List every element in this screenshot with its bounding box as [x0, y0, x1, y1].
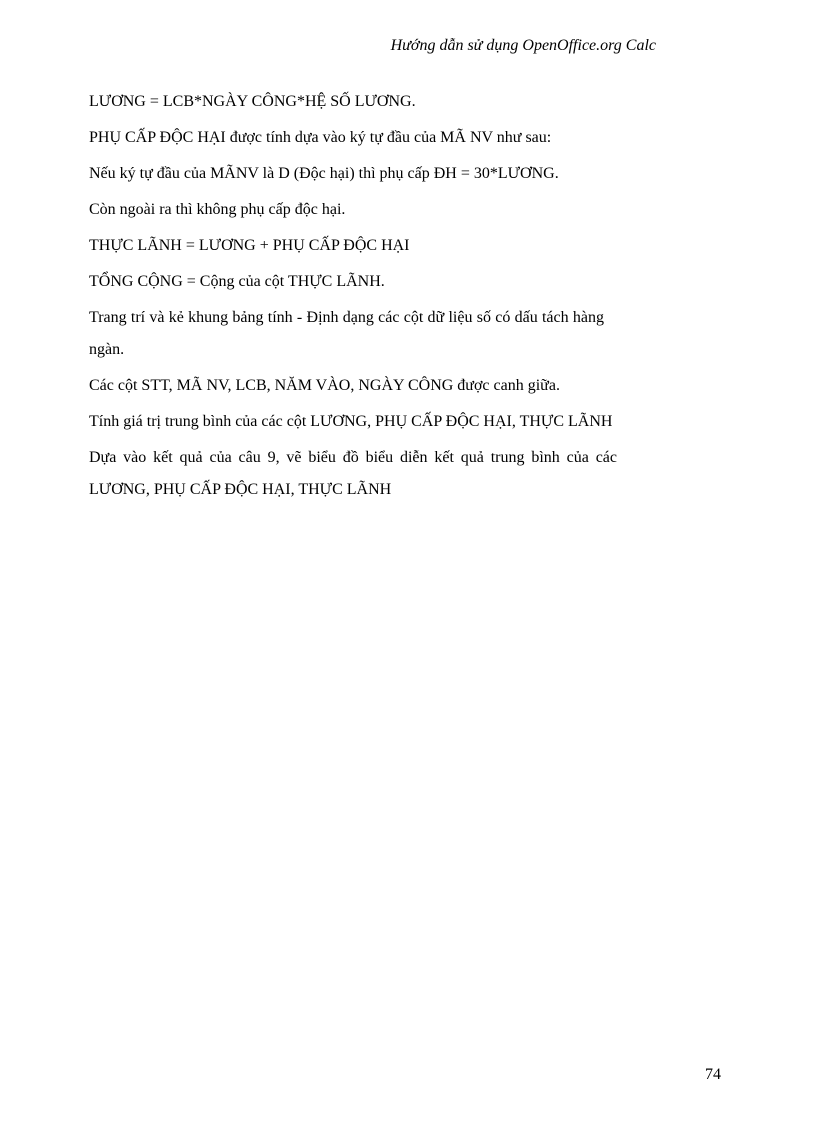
paragraph-thuc-lanh-formula: THỰC LÃNH = LƯƠNG + PHỤ CẤP ĐỘC HẠI	[89, 237, 410, 254]
running-header: Hướng dẫn sử dụng OpenOffice.org Calc	[390, 37, 656, 54]
paragraph-chart: Dựa vào kết quả của câu 9, vẽ biểu đồ biểu diễn kết quả trung bình của các LƯƠNG, PHỤ CẤP ĐỘC HẠI, THỰC LÃNH	[89, 449, 617, 498]
paragraph-formatting: Trang trí và kẻ khung bảng tính - Định dạng các cột dữ liệu số có dấu tách hàng ngàn.	[89, 309, 604, 358]
paragraph-average: Tính giá trị trung bình của các cột LƯƠNG, PHỤ CẤP ĐỘC HẠI, THỰC LÃNH	[89, 413, 613, 430]
paragraph-phu-cap-rule: Nếu ký tự đầu của MÃNV là D (Độc hại) thì phụ cấp ĐH = 30*LƯƠNG.	[89, 165, 559, 182]
paragraph-phu-cap-intro: PHỤ CẤP ĐỘC HẠI được tính dựa vào ký tự đầu của MÃ NV như sau:	[89, 129, 552, 146]
page-number: 74	[705, 1066, 721, 1083]
paragraph-alignment: Các cột STT, MÃ NV, LCB, NĂM VÀO, NGÀY CÔNG được canh giữa.	[89, 377, 560, 394]
paragraph-tong-cong-formula: TỔNG CỘNG = Cộng của cột THỰC LÃNH.	[89, 273, 385, 290]
document-body	[89, 86, 649, 510]
paragraph-phu-cap-else: Còn ngoài ra thì không phụ cấp độc hại.	[89, 201, 346, 218]
paragraph-luong-formula: LƯƠNG = LCB*NGÀY CÔNG*HỆ SỐ LƯƠNG.	[89, 93, 416, 110]
